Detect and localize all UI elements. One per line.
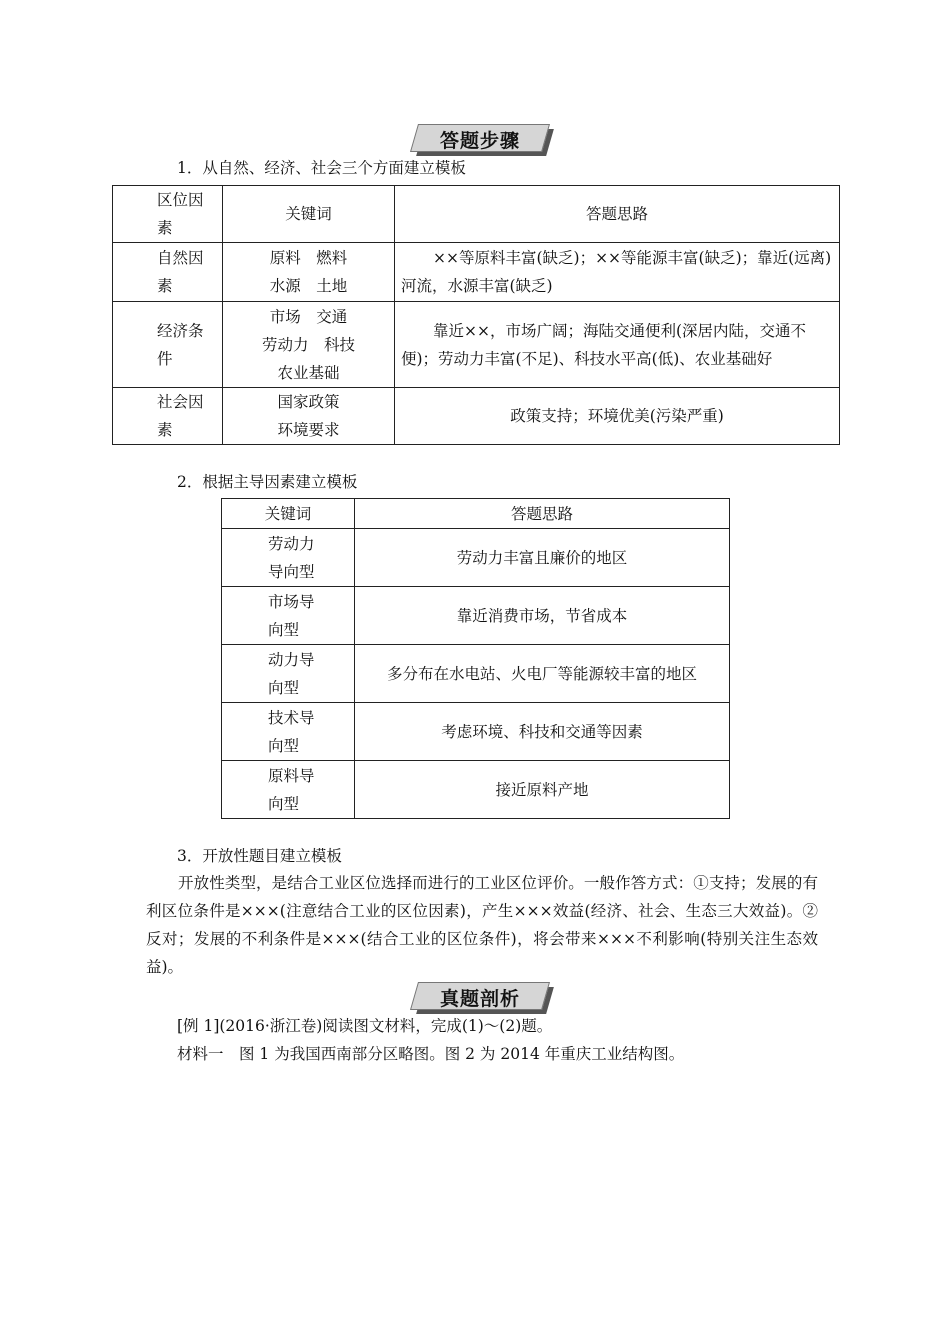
keyword-line: 市场 交通 xyxy=(269,307,348,326)
answer-cell: 政策支持；环境优美(污染严重) xyxy=(395,388,840,445)
table-row xyxy=(222,761,730,819)
banner-text: 真题剖析 xyxy=(439,988,520,1010)
answer-cell: 接近原料产地 xyxy=(355,761,730,819)
material-line: 材料一 图 1 为我国西南部分区略图。图 2 为 2014 年重庆工业结构图。 xyxy=(177,1045,685,1063)
header-answer: 答题思路 xyxy=(355,499,730,529)
keyword-line: 农业基础 xyxy=(277,363,340,382)
table-header-row xyxy=(222,499,730,529)
type-cell: 劳动力导向型 xyxy=(222,529,355,587)
keywords-cell xyxy=(223,302,395,388)
dominant-factor-table xyxy=(221,498,730,819)
header-keywords: 关键词 xyxy=(222,499,355,529)
table-row xyxy=(113,302,840,388)
example-line: [例 1](2016·浙江卷)阅读图文材料，完成(1)～(2)题。 xyxy=(177,1017,553,1035)
keyword-line: 原料 燃料 xyxy=(269,249,348,267)
type-cell: 动力导向型 xyxy=(222,645,355,703)
type-cell: 技术导向型 xyxy=(222,703,355,761)
keyword-line: 国家政策 xyxy=(277,393,340,411)
type-cell: 市场导向型 xyxy=(222,587,355,645)
keyword-line: 水源 土地 xyxy=(269,277,348,295)
factor-cell: 自然因素 xyxy=(113,243,223,302)
section-3-paragraph: 开放性类型，是结合工业区位选择而进行的工业区位评价。一般作答方式：①支持；发展的有利区位条件是×××(注意结合工业的区位因素)，产生×××效益(经济、社会、生态三大效益)。②反对；发展的不利条件是×××(结合工业的区位条件)，将会带来×××不利影响(特别关注生态效益)。 xyxy=(146,874,818,976)
header-keywords: 关键词 xyxy=(223,186,395,243)
table-row xyxy=(113,243,840,302)
factor-cell: 社会因素 xyxy=(113,388,223,445)
section-3-title: 3．开放性题目建立模板 xyxy=(177,847,342,865)
keywords-cell xyxy=(223,243,395,302)
keywords-cell xyxy=(223,388,395,445)
table-row xyxy=(222,587,730,645)
table-row xyxy=(113,388,840,445)
answer-cell: 靠近消费市场，节省成本 xyxy=(355,587,730,645)
section-banner-real-exam xyxy=(414,982,546,1010)
section-banner-answer-steps xyxy=(414,124,546,152)
keyword-line: 环境要求 xyxy=(277,421,340,439)
section-2-title: 2．根据主导因素建立模板 xyxy=(177,473,358,491)
answer-cell: ××等原料丰富(缺乏)；××等能源丰富(缺乏)；靠近(远离)河流，水源丰富(缺乏) xyxy=(395,243,840,302)
table-row xyxy=(222,529,730,587)
table-header-row xyxy=(113,186,840,243)
answer-cell: 考虑环境、科技和交通等因素 xyxy=(355,703,730,761)
header-factor: 区位因素 xyxy=(113,186,223,243)
answer-cell: 多分布在水电站、火电厂等能源较丰富的地区 xyxy=(355,645,730,703)
keyword-line: 劳动力 科技 xyxy=(261,335,355,354)
banner-text: 答题步骤 xyxy=(439,130,520,152)
factor-cell: 经济条件 xyxy=(113,302,223,388)
answer-cell: 靠近××，市场广阔；海陆交通便利(深居内陆，交通不便)；劳动力丰富(不足)、科技水平高(低)、农业基础好 xyxy=(395,302,840,388)
factor-template-table xyxy=(112,185,840,445)
header-answer: 答题思路 xyxy=(395,186,840,243)
section-1-title: 1．从自然、经济、社会三个方面建立模板 xyxy=(177,159,466,177)
answer-cell: 劳动力丰富且廉价的地区 xyxy=(355,529,730,587)
table-row xyxy=(222,645,730,703)
type-cell: 原料导向型 xyxy=(222,761,355,819)
table-row xyxy=(222,703,730,761)
